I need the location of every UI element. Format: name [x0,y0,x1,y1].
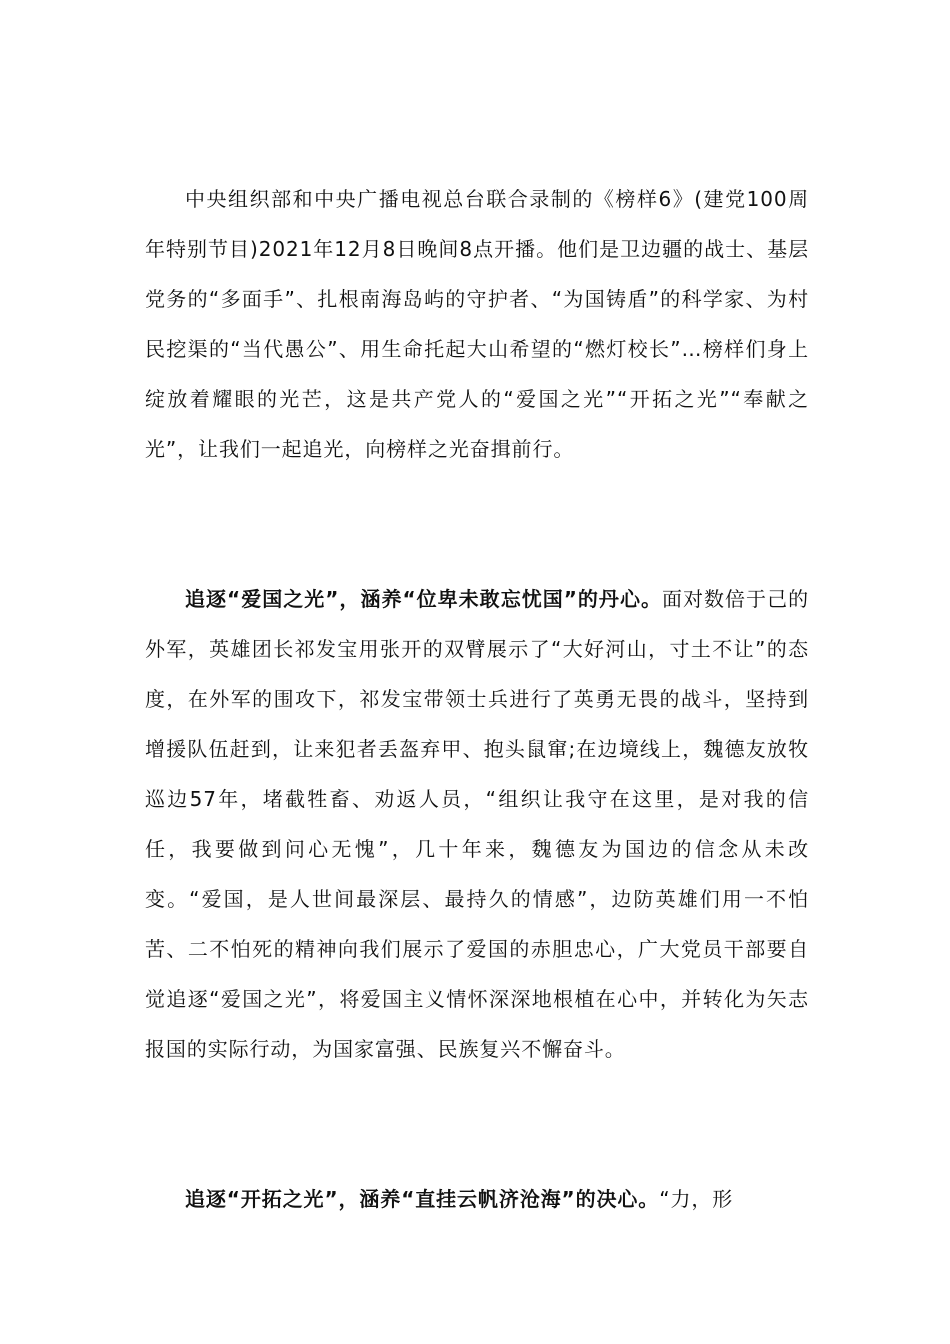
paragraph-text [145,174,809,474]
paragraph-intro [145,174,809,474]
paragraph-pioneering [145,1174,809,1224]
paragraph-body: 中央组织部和中央广播电视总台联合录制的《榜样6》(建党100周年特别节目)2021年12月8日晚间8点开播。他们是卫边疆的战士、基层党务的“多面手”、扎根南海岛屿的守护者、“为国铸盾”的科学家、为村民挖渠的“当代愚公”、用生命托起大山希望的“燃灯校长”…榜样们身上绽放着耀眼的光芒，这是共产党人的“爱国之光”“开拓之光”“奉献之光”，让我们一起追光，向榜样之光奋揖前行。 [145,187,809,461]
paragraph-text [145,574,809,1074]
paragraph-patriotism [145,574,809,1074]
paragraph-lead: 追逐“开拓之光”，涵养“直挂云帆济沧海”的决心。 [185,1187,660,1211]
paragraph-body: “力，形 [659,1187,734,1211]
paragraph-text [145,1174,809,1224]
paragraph-lead: 追逐“爱国之光”，涵养“位卑未敢忘忧国”的丹心。 [185,587,662,611]
paragraph-body: 面对数倍于己的外军，英雄团长祁发宝用张开的双臂展示了“大好河山，寸土不让”的态度，在外军的围攻下，祁发宝带领士兵进行了英勇无畏的战斗，坚持到增援队伍赶到，让来犯者丢盔弃甲、抱头鼠窜;在边境线上，魏德友放牧巡边57年，堵截牲畜、劝返人员，“组织让我守在这里，是对我的信任，我要做到问心无愧”，几十年来，魏德友为国边的信念从未改变。“爱国，是人世间最深层、最持久的情感”，边防英雄们用一不怕苦、二不怕死的精神向我们展示了爱国的赤胆忠心，广大党员干部要自觉追逐“爱国之光”，将爱国主义情怀深深地根植在心中，并转化为矢志报国的实际行动，为国家富强、民族复兴不懈奋斗。 [145,587,809,1061]
